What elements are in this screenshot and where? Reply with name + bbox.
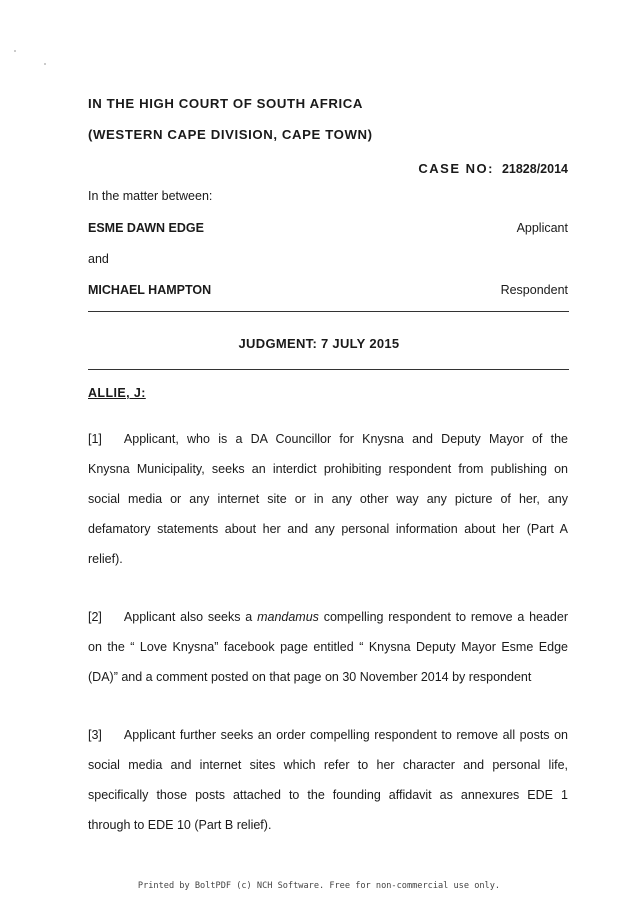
paragraph-line: Knysna Municipality, seeks an interdict prohibiting respondent from publishing on (88, 462, 568, 476)
paragraph-line: relief). (88, 552, 123, 566)
case-number-label: CASE NO: (418, 161, 494, 176)
scan-speck (14, 50, 16, 52)
paragraph-line: social media or any internet site or in any other way any picture of her, any (88, 492, 568, 506)
paragraph-number: [3] (88, 728, 102, 742)
paragraph-2 (88, 602, 568, 692)
applicant-role: Applicant (516, 221, 568, 235)
paragraph-line: (DA)” and a comment posted on that page on 30 November 2014 by respondent (88, 670, 532, 684)
respondent-role: Respondent (500, 283, 568, 297)
matter-intro: In the matter between: (88, 189, 213, 203)
paragraph-1 (88, 424, 568, 574)
respondent-name: MICHAEL HAMPTON (88, 283, 212, 297)
print-footer: Printed by BoltPDF (c) NCH Software. Free for non-commercial use only. (137, 881, 501, 891)
emphasis-mandamus: mandamus (257, 610, 319, 624)
judge-name: ALLIE, J: (88, 386, 146, 400)
paragraph-line: specifically those posts attached to the founding affidavit as annexures EDE 1 (88, 788, 568, 802)
court-title-line-1: IN THE HIGH COURT OF SOUTH AFRICA (88, 96, 363, 111)
paragraph-line: defamatory statements about her and any personal information about her (Part A (88, 522, 568, 536)
paragraph-line: social media and internet sites which refer to her character and personal life, (88, 758, 568, 772)
conjunction: and (88, 252, 109, 266)
paragraph-line: [3] Applicant further seeks an order compelling respondent to remove all posts on (88, 728, 568, 742)
paragraph-line: on the “ Love Knysna” facebook page entitled “ Knysna Deputy Mayor Esme Edge (88, 640, 568, 654)
paragraph-line: through to EDE 10 (Part B relief). (88, 818, 272, 832)
paragraph-line: [2] Applicant also seeks a mandamus compelling respondent to remove a header (88, 610, 569, 624)
divider-top (88, 311, 569, 312)
scan-speck (44, 63, 46, 65)
judgment-title: JUDGMENT: 7 JULY 2015 (238, 336, 400, 351)
paragraph-line: [1] Applicant, who is a DA Councillor for Knysna and Deputy Mayor of the (88, 432, 568, 446)
paragraph-number: [2] (88, 610, 102, 624)
court-title-line-2: (WESTERN CAPE DIVISION, CAPE TOWN) (88, 127, 373, 142)
case-number (418, 161, 568, 176)
paragraph-3 (88, 720, 568, 840)
case-number-value: 21828/2014 (501, 162, 568, 176)
paragraph-number: [1] (88, 432, 102, 446)
applicant-name: ESME DAWN EDGE (88, 221, 204, 235)
divider-bottom (88, 369, 569, 370)
